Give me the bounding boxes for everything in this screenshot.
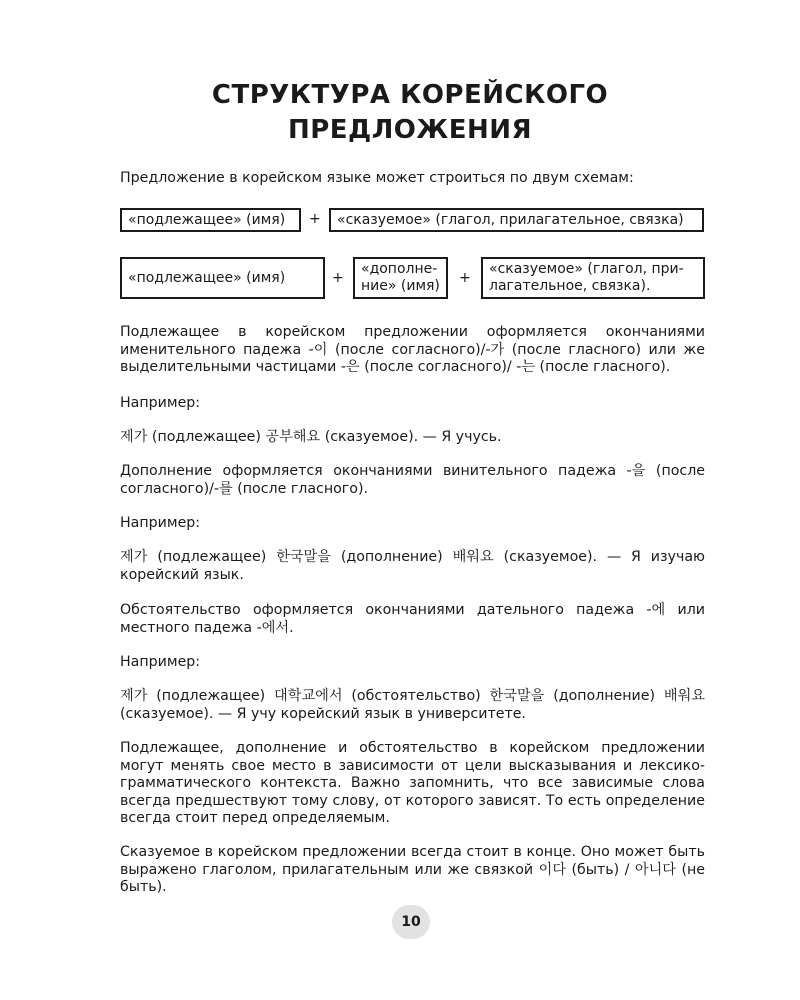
scheme2-object-box: «дополне-ние» (имя) bbox=[353, 257, 448, 299]
scheme1-plus: + bbox=[309, 211, 321, 227]
paragraph-object: Дополнение оформляется окончаниями винительного падежа -을 (после согласного)/-를 (после гласного). bbox=[120, 463, 705, 497]
example-1: 제가 (подлежащее) 공부해요 (сказуемое). — Я учусь. bbox=[120, 429, 502, 445]
example-label-1: Например: bbox=[120, 395, 201, 411]
example-2: 제가 (подлежащее) 한국말을 (дополнение) 배워요 (сказуемое). — Я изучаю корейский язык. bbox=[120, 549, 705, 583]
example-3: 제가 (подлежащее) 대학교에서 (обстоятельство) 한국말을 (дополнение) 배워요 (сказуемое). — Я учу корейский язык в университете. bbox=[120, 688, 705, 722]
title-line-2: ПРЕДЛОЖЕНИЯ bbox=[287, 115, 533, 145]
paragraph-predicate: Сказуемое в корейском предложении всегда стоит в конце. Оно может быть выражено глаголом, прилагательным или же связкой 이다 (быть) / 아니다 (не быть). bbox=[120, 844, 705, 895]
scheme1-subject-box: «подлежащее» (имя) bbox=[120, 208, 301, 232]
example-label-2: Например: bbox=[120, 515, 201, 531]
paragraph-adverbial: Обстоятельство оформляется окончаниями дательного падежа -에 или местного падежа -에서. bbox=[120, 602, 705, 636]
title-line-1: СТРУКТУРА КОРЕЙСКОГО bbox=[211, 80, 609, 110]
example-label-3: Например: bbox=[120, 654, 201, 670]
page-number-badge: 10 bbox=[392, 905, 430, 939]
page-title bbox=[100, 78, 720, 148]
scheme2-plus-2: + bbox=[459, 270, 471, 286]
intro-paragraph: Предложение в корейском языке может строиться по двум схемам: bbox=[120, 170, 634, 186]
scheme2-subject-box: «подлежащее» (имя) bbox=[120, 257, 325, 299]
scheme2-plus-1: + bbox=[332, 270, 344, 286]
scheme1-predicate-box: «сказуемое» (глагол, прилагательное, связка) bbox=[329, 208, 704, 232]
paragraph-word-order: Подлежащее, дополнение и обстоятельство в корейском предложении могут менять свое место в зависимости от цели высказывания и лексико-грамматического контекста. Важно запомнить, что все зависимые слова всегда предшествуют тому слову, от которого зависят. То есть определение всегда стоит перед определяемым. bbox=[120, 740, 705, 826]
paragraph-subject: Подлежащее в корейском предложении оформляется окончаниями именительного падежа -이 (после согласного)/-가 (после гласного) или же выделительными частицами -은 (после согласного)/ -는 (после гласного). bbox=[120, 324, 705, 375]
scheme2-predicate-box: «сказуемое» (глагол, при-лагательное, связка). bbox=[481, 257, 705, 299]
